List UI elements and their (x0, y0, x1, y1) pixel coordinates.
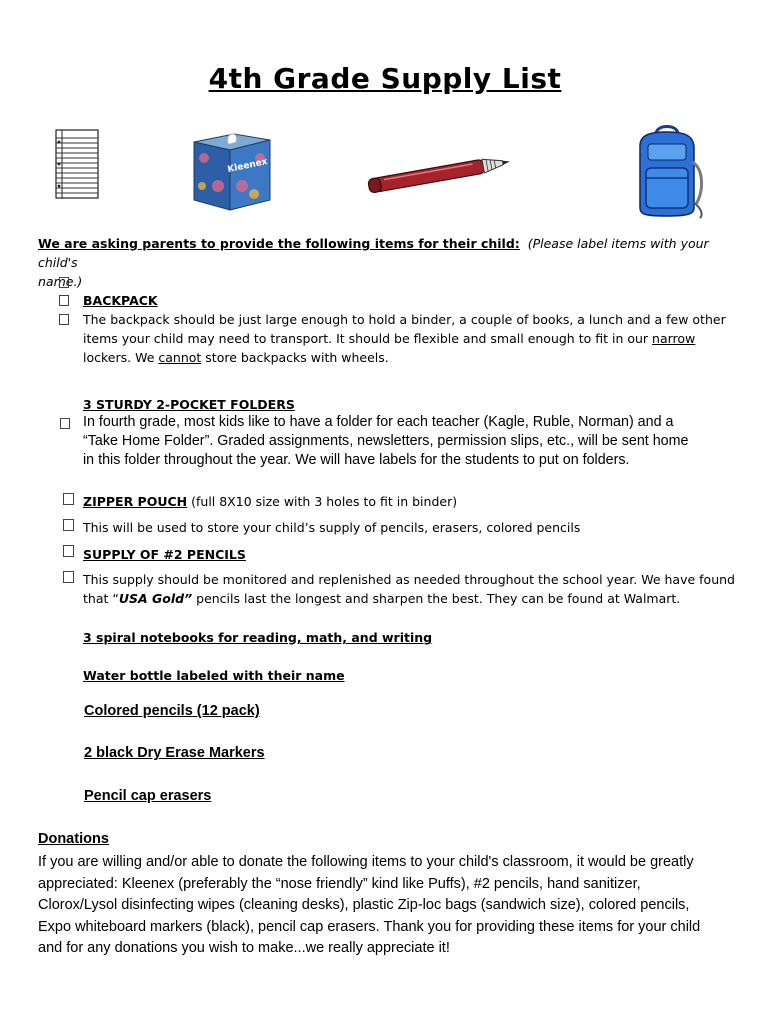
item-water-bottle: Water bottle labeled with their name (83, 668, 345, 683)
pencils-heading: SUPPLY OF #2 PENCILS (83, 547, 246, 562)
backpack-line2: items your child may need to transport. It should be flexible and small enough to fit in our (83, 331, 653, 346)
donations-paragraph (38, 852, 732, 960)
donations-line2: appreciated: Kleenex (preferably the “nose friendly” kind like Puffs), #2 pencils, hand sanitizer, (38, 875, 641, 892)
folders-description (83, 413, 753, 470)
backpack-heading: BACKPACK (83, 293, 158, 308)
checkbox-icon (63, 519, 74, 531)
intro-note-cont: name.) (38, 274, 83, 289)
folders-line2: “Take Home Folder”. Graded assignments, newsletters, permission slips, etc., will be sent home (83, 433, 689, 449)
item-colored-pencils: Colored pencils (12 pack) (84, 703, 260, 719)
emphasis-cannot: cannot (158, 350, 202, 365)
bullet-placeholder (59, 277, 69, 288)
page-title: 4th Grade Supply List (208, 62, 562, 95)
checkbox-icon (63, 571, 74, 583)
backpack-line3-end: store backpacks with wheels. (201, 350, 389, 365)
folders-line1: In fourth grade, most kids like to have a folder for each teacher (Kagle, Ruble, Norman) and a (83, 414, 674, 430)
checkbox-icon (63, 545, 74, 557)
zipper-line (83, 492, 457, 511)
donations-line1: If you are willing and/or able to donate the following items to your child's classroom, it would be greatly (38, 854, 694, 870)
intro-lead: We are asking parents to provide the following items for their child: (38, 236, 520, 251)
checkbox-icon (60, 418, 70, 429)
emphasis-narrow: narrow (652, 331, 696, 346)
tissue-box-label: Kleenex (226, 156, 269, 176)
pencils-line1: This supply should be monitored and replenished as needed throughout the school year. We have found (83, 572, 735, 587)
zipper-detail: (full 8X10 size with 3 holes to fit in binder) (187, 494, 458, 509)
tissue-box-icon (190, 128, 274, 212)
backpack-icon (630, 122, 708, 220)
donations-line5: and for any donations you wish to make...we really appreciate it! (38, 940, 450, 956)
backpack-line3: lockers. We (83, 350, 159, 365)
donations-line3: Clorox/Lysol disinfecting wipes (cleaning desks), plastic Zip-loc bags (sandwich size), colored pencils, (38, 897, 690, 913)
notebook-paper-icon (52, 128, 102, 200)
backpack-description (83, 310, 743, 367)
donations-line4: Expo whiteboard markers (black), pencil cap erasers. Thank you for providing these items for your child (38, 918, 701, 935)
backpack-line1: The backpack should be just large enough to hold a binder, a couple of books, a lunch and a few other (83, 312, 726, 327)
item-dry-erase-markers: 2 black Dry Erase Markers (84, 745, 265, 761)
folders-line3: in this folder throughout the year. We will have labels for the students to put on folders. (83, 452, 630, 468)
donations-heading: Donations (38, 831, 109, 847)
checkbox-icon (63, 493, 74, 505)
zipper-heading: ZIPPER POUCH (83, 494, 188, 509)
bullet-placeholder (59, 295, 69, 306)
intro-paragraph (38, 234, 738, 291)
item-notebooks: 3 spiral notebooks for reading, math, and writing (83, 630, 433, 645)
pencils-line2: that “ (83, 591, 119, 606)
intro-note: (Please label items with your child's (38, 236, 709, 270)
item-pencil-cap-erasers: Pencil cap erasers (84, 788, 212, 804)
pencils-description (83, 570, 753, 608)
brand-usa-gold: USA Gold” (118, 591, 193, 606)
folders-heading: 3 STURDY 2-POCKET FOLDERS (83, 397, 295, 412)
pen-icon (364, 155, 514, 195)
zipper-description: This will be used to store your child’s supply of pencils, erasers, colored pencils (83, 520, 581, 535)
bullet-placeholder (59, 314, 69, 325)
pencils-line2-end: pencils last the longest and sharpen the best. They can be found at Walmart. (192, 591, 681, 606)
